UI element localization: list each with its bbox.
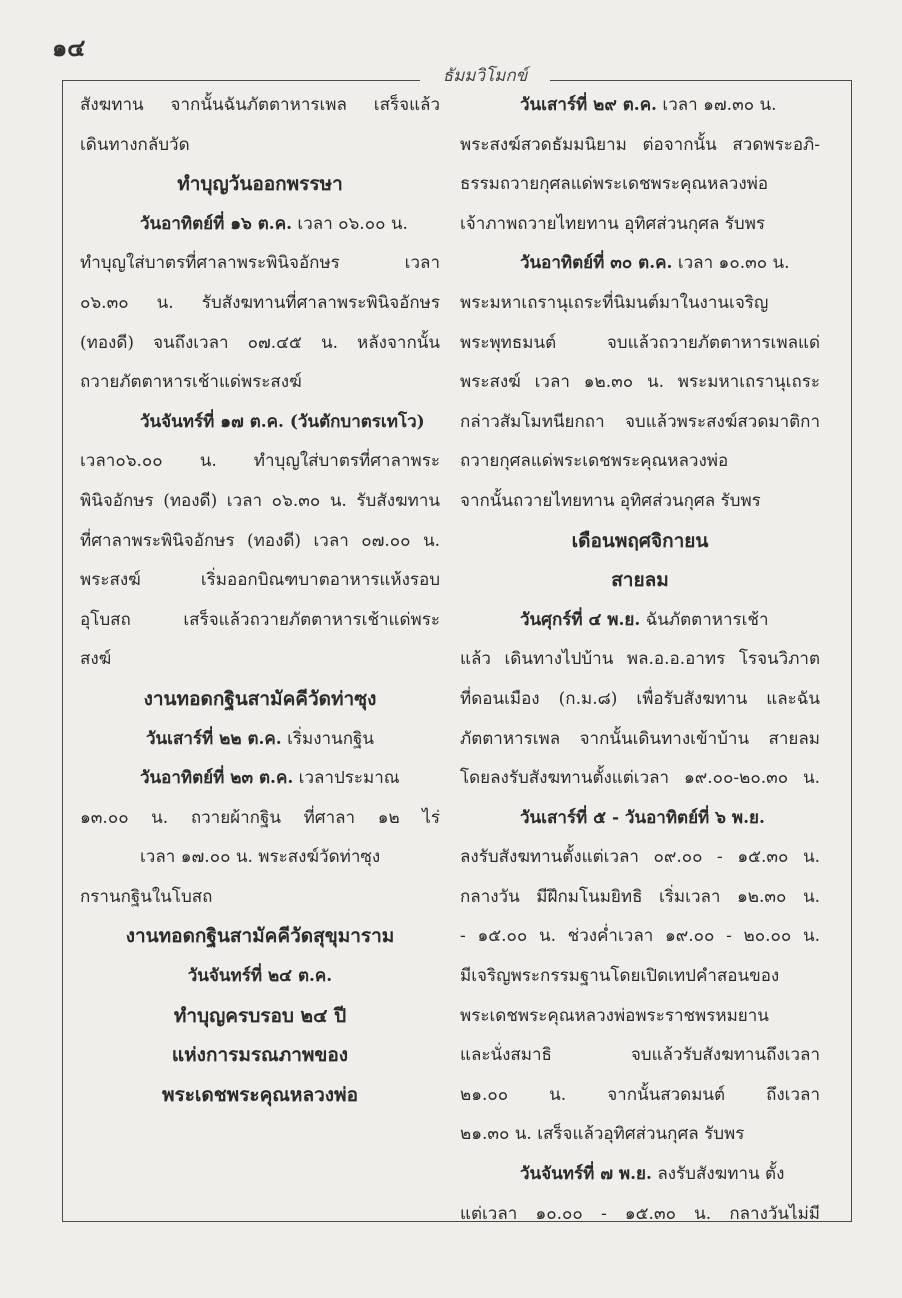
section-heading	[80, 917, 440, 957]
text-line	[80, 482, 440, 522]
text-line	[80, 561, 440, 601]
date-label: วันเสาร์ที่ ๒๒ ต.ค.	[145, 728, 282, 749]
text-line	[80, 799, 440, 839]
line-text: งานทอดกฐินสามัคคีวัดท่าซุง	[143, 687, 377, 710]
line-text: ๒๑.๐๐ น. จากนั้นสวดมนต์ ถึงเวลา	[460, 1084, 820, 1105]
line-text: พินิจอักษร (ทองดี) เวลา ๐๖.๓๐ น. รับสังฆทาน	[80, 490, 440, 511]
text-line	[460, 403, 820, 443]
line-text: ถวายกุศลแด่พระเดชพระคุณหลวงพ่อ	[460, 451, 729, 472]
date-label: วันจันทร์ที่ ๑๗ ต.ค. (วันตักบาตรเทโว)	[140, 411, 425, 432]
line-text: กรานกฐินในโบสถ	[80, 886, 213, 907]
text-line	[80, 601, 440, 641]
section-heading	[80, 1076, 440, 1116]
text-line	[460, 759, 820, 799]
text-line	[460, 680, 820, 720]
text-line	[80, 86, 440, 126]
line-text: พระสงฆ์ เริ่มออกบิณฑบาตอาหารแห้งรอบ	[80, 570, 440, 591]
text-line	[460, 244, 820, 284]
line-text: เวลา๐๖.๐๐ น. ทำบุญใส่บาตรที่ศาลาพระ	[80, 451, 440, 472]
line-text: เวลา ๑๗.๓๐ น.	[656, 95, 777, 115]
text-line	[80, 244, 440, 284]
line-text: ๐๖.๓๐ น. รับสังฆทานที่ศาลาพระพินิจอักษร	[80, 292, 440, 313]
line-text: ฉันภัตตาหารเช้า	[640, 609, 769, 630]
text-line	[460, 1076, 820, 1116]
line-text: ภัตตาหารเพล จากนั้นเดินทางเข้าบ้าน สายลม	[460, 728, 820, 749]
line-text: ธรรมถวายกุศลแด่พระเดชพระคุณหลวงพ่อ	[460, 174, 769, 195]
text-line	[460, 1036, 820, 1076]
section-heading	[460, 522, 820, 562]
section-heading	[80, 1036, 440, 1076]
left-column	[80, 86, 440, 1115]
line-text: กล่าวสัมโมทนียกถา จบแล้วพระสงฆ์สวดมาติกา	[460, 411, 820, 432]
line-text: ลงรับสังฆทาน ตั้ง	[651, 1164, 785, 1185]
text-line	[460, 165, 820, 205]
text-line	[460, 324, 820, 364]
line-text: พระเดชพระคุณหลวงพ่อ	[162, 1083, 358, 1106]
text-line	[80, 284, 440, 324]
line-text: อุโบสถ เสร็จแล้วถวายภัตตาหารเช้าแด่พระ	[80, 609, 440, 630]
section-heading	[80, 680, 440, 720]
text-line	[460, 799, 820, 839]
text-line	[460, 126, 820, 166]
section-heading	[460, 561, 820, 601]
date-label: วันอาทิตย์ที่ ๓๐ ต.ค.	[520, 253, 673, 274]
line-text: เดือนพฤศจิกายน	[571, 529, 709, 552]
text-line	[80, 363, 440, 403]
line-text: เจ้าภาพถวายไทยทาน อุทิศส่วนกุศล รับพร	[460, 213, 766, 234]
line-text: เวลา ๑๗.๐๐ น. พระสงฆ์วัดท่าซุง	[140, 847, 381, 868]
line-text: แห่งการมรณภาพของ	[171, 1044, 349, 1067]
section-heading	[80, 165, 440, 205]
right-column	[460, 86, 820, 1234]
line-text: ถวายภัตตาหารเช้าแด่พระสงฆ์	[80, 372, 302, 393]
line-text: สงฆ์	[80, 649, 112, 670]
text-line	[460, 1195, 820, 1235]
text-line	[460, 640, 820, 680]
line-text: โดยลงรับสังฆทานตั้งแต่เวลา ๑๙.๐๐-๒๐.๓๐ น.	[460, 768, 820, 789]
text-line	[80, 205, 440, 245]
page-number: ๑๔	[52, 33, 86, 62]
text-line	[80, 522, 440, 562]
line-text: - ๑๕.๐๐ น. ช่วงค่ำเวลา ๑๙.๐๐ - ๒๐.๐๐ น.	[460, 926, 820, 947]
date-label: วันจันทร์ที่ ๒๔ ต.ค.	[187, 966, 333, 987]
line-text: สายลม	[611, 569, 669, 592]
line-text: ๒๑.๓๐ น. เสร็จแล้วอุทิศส่วนกุศล รับพร	[460, 1124, 745, 1145]
date-label: วันอาทิตย์ที่ ๒๓ ต.ค.	[140, 768, 294, 789]
line-text: จากนั้นถวายไทยทาน อุทิศส่วนกุศล รับพร	[460, 490, 761, 511]
line-text: ที่ดอนเมือง (ก.ม.๘) เพื่อรับสังฆทาน และฉัน	[460, 688, 820, 709]
line-text: ที่ศาลาพระพินิจอักษร (ทองดี) เวลา ๐๗.๐๐ น.	[80, 530, 440, 551]
line-text: ๑๓.๐๐ น. ถวายผ้ากฐิน ที่ศาลา ๑๒ ไร่	[80, 807, 440, 828]
text-line	[460, 1155, 820, 1195]
text-line	[460, 878, 820, 918]
text-line	[80, 640, 440, 680]
text-line	[460, 1115, 820, 1155]
line-text: เวลา ๑๐.๓๐ น.	[672, 253, 790, 274]
line-text: สังฆทาน จากนั้นฉันภัตตาหารเพล เสร็จแล้ว	[80, 95, 440, 115]
line-text: ลงรับสังฆทานตั้งแต่เวลา ๐๙.๐๐ - ๑๕.๓๐ น.	[460, 847, 820, 868]
line-text: กลางวัน มีฝึกมโนมยิทธิ เริ่มเวลา ๑๒.๓๐ น.	[460, 886, 820, 907]
line-text: ทำบุญใส่บาตรที่ศาลาพระพินิจอักษร เวลา	[80, 253, 440, 274]
text-line	[80, 126, 440, 166]
text-line	[460, 917, 820, 957]
line-text: แล้ว เดินทางไปบ้าน พล.อ.อ.อาทร โรจนวิภาต	[460, 649, 820, 670]
text-line	[460, 997, 820, 1037]
text-line	[80, 442, 440, 482]
line-text: พระพุทธมนต์ จบแล้วถวายภัตตาหารเพลแด่	[460, 332, 820, 353]
text-line	[80, 720, 440, 760]
date-label: วันศุกร์ที่ ๔ พ.ย.	[520, 609, 641, 630]
date-label: วันอาทิตย์ที่ ๑๖ ต.ค.	[140, 213, 293, 234]
text-line	[460, 838, 820, 878]
text-line	[460, 284, 820, 324]
line-text: พระเดชพระคุณหลวงพ่อพระราชพรหมยาน	[460, 1005, 769, 1026]
text-line	[80, 878, 440, 918]
date-label: วันเสาร์ที่ ๕ - วันอาทิตย์ที่ ๖ พ.ย.	[520, 807, 765, 828]
text-line	[460, 957, 820, 997]
text-line	[460, 720, 820, 760]
line-text: แต่เวลา ๑๐.๐๐ - ๑๕.๓๐ น. กลางวันไม่มี	[460, 1203, 820, 1224]
text-line	[460, 482, 820, 522]
text-line	[80, 759, 440, 799]
line-text: (ทองดี) จนถึงเวลา ๐๗.๔๕ น. หลังจากนั้น	[80, 332, 440, 353]
line-text: และนั่งสมาธิ จบแล้วรับสังฆทานถึงเวลา	[460, 1045, 820, 1066]
text-line	[80, 324, 440, 364]
line-text: เวลา ๐๖.๐๐ น.	[292, 213, 408, 234]
line-text: พระสงฆ์ เวลา ๑๒.๓๐ น. พระมหาเถรานุเถระ	[460, 372, 820, 393]
date-label: วันจันทร์ที่ ๗ พ.ย.	[520, 1164, 652, 1185]
header-title: ธัมมวิโมกข์	[420, 62, 550, 89]
line-text: มีเจริญพระกรรมฐานโดยเปิดเทปคำสอนของ	[460, 966, 780, 987]
text-line	[80, 403, 440, 443]
text-line	[460, 601, 820, 641]
date-label: วันเสาร์ที่ ๒๙ ต.ค.	[520, 95, 657, 115]
line-text: พระสงฆ์สวดธัมมนิยาม ต่อจากนั้น สวดพระอภิ-	[460, 134, 820, 155]
text-line	[460, 205, 820, 245]
line-text: งานทอดกฐินสามัคคีวัดสุขุมาราม	[125, 925, 395, 948]
line-text: พระมหาเถรานุเถระที่นิมนต์มาในงานเจริญ	[460, 292, 769, 313]
text-line	[460, 363, 820, 403]
line-text: ทำบุญวันออกพรรษา	[177, 173, 343, 196]
line-text: เวลาประมาณ	[293, 768, 400, 789]
text-line	[460, 86, 820, 126]
section-heading	[80, 997, 440, 1037]
text-line	[460, 442, 820, 482]
line-text: เดินทางกลับวัด	[80, 134, 190, 155]
text-line	[80, 957, 440, 997]
line-text: เริ่มงานกฐิน	[281, 728, 375, 749]
text-line	[80, 838, 440, 878]
line-text: ทำบุญครบรอบ ๒๔ ปี	[173, 1004, 347, 1027]
